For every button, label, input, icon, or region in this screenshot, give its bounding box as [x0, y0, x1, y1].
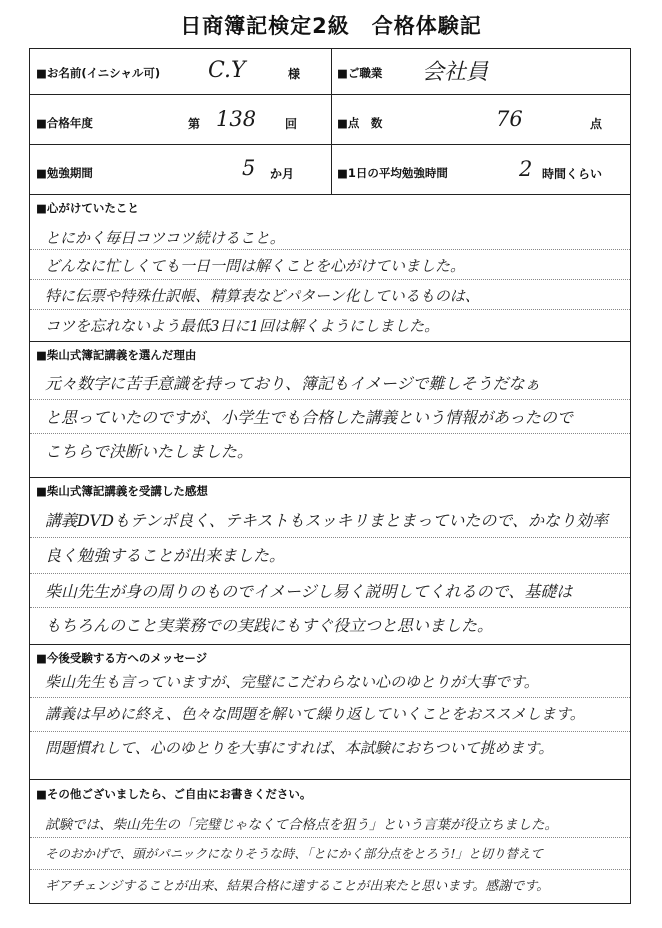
- name-suffix: 様: [288, 67, 301, 81]
- section-label: ■柴山式簿記講義を受講した感想: [36, 484, 208, 498]
- year-prefix: 第: [188, 117, 201, 131]
- column-divider: [331, 49, 332, 194]
- handwritten-line: 講義は早めに終え、色々な問題を解いて繰り返していくことをおススメします。: [45, 705, 585, 723]
- occupation-label: ■ご職業: [337, 66, 383, 80]
- row-divider: [30, 144, 630, 145]
- handwritten-line: と思っていたのですが、小学生でも合格した講義という情報があったので: [45, 408, 573, 427]
- handwritten-line: 講義DVDもテンポ良く、テキストもスッキリまとまっていたので、かなり効率: [45, 511, 609, 530]
- section-label: ■今後受験する方へのメッセージ: [36, 651, 208, 665]
- handwritten-line: コツを忘れないよう最低3日に1回は解くようにしました。: [45, 317, 440, 335]
- handwritten-line: 試験では、柴山先生の「完璧じゃなくて合格点を狙う」という言葉が役立ちました。: [45, 817, 558, 833]
- handwritten-line: 柴山先生も言っていますが、完璧にこだわらない心のゆとりが大事です。: [45, 673, 539, 691]
- name-value: C.Y: [208, 58, 246, 83]
- page-title: 日商簿記検定2級 合格体験記: [180, 14, 482, 38]
- period-label: ■勉強期間: [36, 166, 93, 180]
- row-divider: [30, 94, 630, 95]
- handwritten-line: 特に伝票や特殊仕訳帳、精算表などパターン化しているものは、: [45, 287, 480, 305]
- section-divider: [30, 644, 630, 645]
- handwritten-line: ギアチェンジすることが出来、結果合格に達することが出来たと思います。感謝です。: [45, 879, 550, 894]
- score-value: 76: [496, 107, 523, 131]
- handwritten-line: 問題慣れして、心のゆとりを大事にすれば、本試験におちついて挑めます。: [45, 739, 554, 757]
- year-label: ■合格年度: [36, 116, 93, 130]
- year-value: 138: [216, 107, 257, 131]
- handwritten-line: とにかく毎日コツコツ続けること。: [45, 229, 285, 247]
- score-label: ■点 数: [337, 116, 383, 130]
- handwritten-line: 元々数字に苦手意識を持っており、簿記もイメージで難しそうだなぁ: [45, 374, 541, 393]
- year-suffix: 回: [285, 117, 298, 131]
- name-label: ■お名前(イニシャル可): [36, 66, 161, 80]
- section-divider: [30, 341, 630, 342]
- handwritten-line: 良く勉強することが出来ました。: [45, 546, 286, 565]
- handwritten-line: そのおかげで、頭がパニックになりそうな時、「とにかく部分点をとろう!」と切り替えて: [45, 846, 544, 861]
- daily-suffix: 時間くらい: [542, 167, 603, 181]
- period-value: 5: [242, 156, 256, 180]
- handwritten-line: どんなに忙しくても一日一問は解くことを心がけていました。: [45, 257, 466, 275]
- daily-value: 2: [519, 157, 533, 181]
- handwritten-line: 柴山先生が身の周りのものでイメージし易く説明してくれるので、基礎は: [45, 582, 573, 601]
- period-suffix: か月: [270, 167, 295, 181]
- row-divider: [30, 194, 630, 195]
- section-label: ■その他ございましたら、ご自由にお書きください。: [36, 787, 312, 801]
- occupation-value: 会社員: [422, 60, 489, 85]
- section-label: ■柴山式簿記講義を選んだ理由: [36, 348, 197, 362]
- section-label: ■心がけていたこと: [36, 201, 139, 215]
- handwritten-line: もちろんのこと実業務での実践にもすぐ役立つと思いました。: [45, 616, 494, 635]
- experience-form: [29, 48, 631, 904]
- section-divider: [30, 779, 630, 780]
- daily-label: ■1日の平均勉強時間: [337, 166, 448, 180]
- section-divider: [30, 477, 630, 478]
- score-suffix: 点: [590, 117, 603, 131]
- handwritten-line: こちらで決断いたしました。: [45, 442, 253, 461]
